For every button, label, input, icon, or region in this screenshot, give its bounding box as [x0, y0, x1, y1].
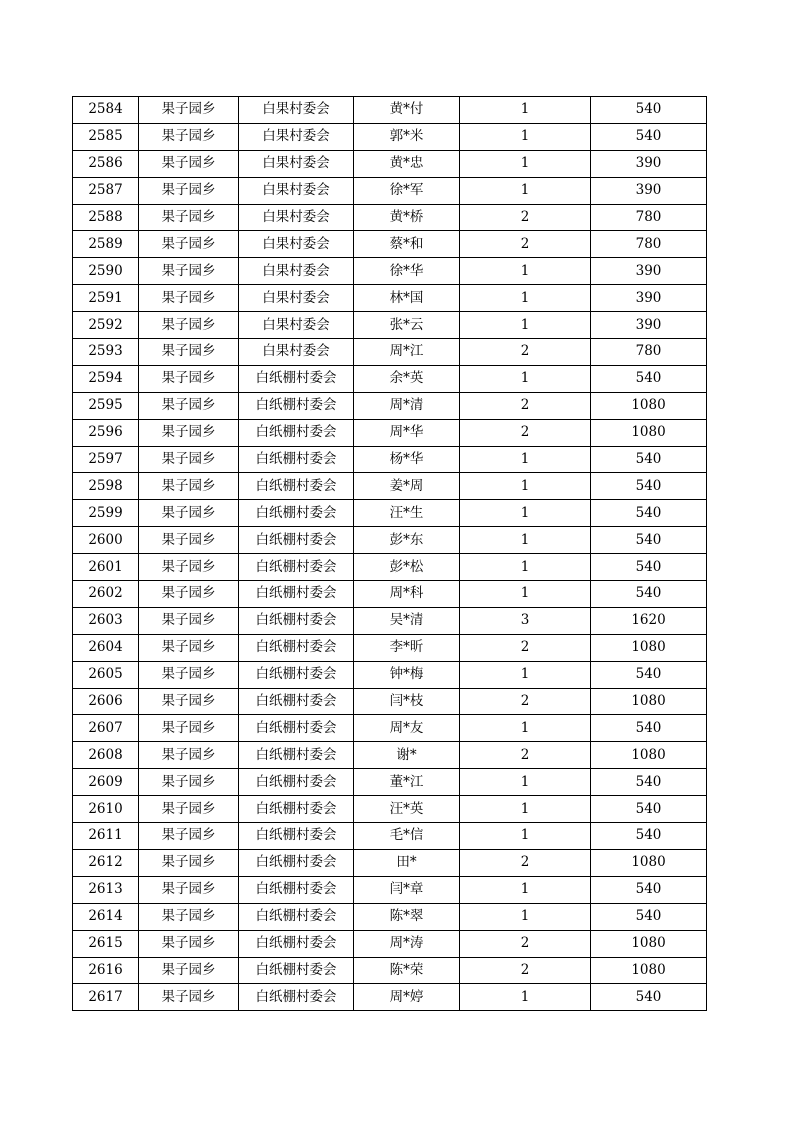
amount-cell: 1080	[591, 930, 707, 957]
headcount-cell: 2	[460, 339, 591, 366]
headcount-cell: 1	[460, 258, 591, 285]
headcount-cell: 3	[460, 607, 591, 634]
village-committee-cell: 白纸棚村委会	[239, 419, 354, 446]
headcount-cell: 2	[460, 231, 591, 258]
township-cell: 果子园乡	[139, 177, 239, 204]
subsidy-table	[72, 96, 707, 1011]
headcount-cell: 1	[460, 527, 591, 554]
row-number-cell: 2601	[73, 554, 139, 581]
amount-cell: 780	[591, 339, 707, 366]
person-name-cell: 陈*荣	[354, 957, 460, 984]
amount-cell: 540	[591, 796, 707, 823]
headcount-cell: 1	[460, 365, 591, 392]
row-number-cell: 2591	[73, 285, 139, 312]
person-name-cell: 周*涛	[354, 930, 460, 957]
village-committee-cell: 白果村委会	[239, 231, 354, 258]
township-cell: 果子园乡	[139, 339, 239, 366]
headcount-cell: 2	[460, 204, 591, 231]
amount-cell: 540	[591, 123, 707, 150]
table-row	[73, 984, 707, 1011]
amount-cell: 540	[591, 876, 707, 903]
person-name-cell: 董*江	[354, 769, 460, 796]
village-committee-cell: 白纸棚村委会	[239, 796, 354, 823]
village-committee-cell: 白纸棚村委会	[239, 554, 354, 581]
village-committee-cell: 白果村委会	[239, 177, 354, 204]
village-committee-cell: 白纸棚村委会	[239, 446, 354, 473]
row-number-cell: 2588	[73, 204, 139, 231]
row-number-cell: 2603	[73, 607, 139, 634]
person-name-cell: 田*	[354, 849, 460, 876]
village-committee-cell: 白纸棚村委会	[239, 634, 354, 661]
village-committee-cell: 白果村委会	[239, 123, 354, 150]
person-name-cell: 闫*枝	[354, 688, 460, 715]
row-number-cell: 2612	[73, 849, 139, 876]
village-committee-cell: 白纸棚村委会	[239, 473, 354, 500]
village-committee-cell: 白纸棚村委会	[239, 823, 354, 850]
table-row	[73, 97, 707, 124]
village-committee-cell: 白纸棚村委会	[239, 688, 354, 715]
person-name-cell: 陈*翠	[354, 903, 460, 930]
township-cell: 果子园乡	[139, 957, 239, 984]
amount-cell: 540	[591, 769, 707, 796]
amount-cell: 540	[591, 823, 707, 850]
row-number-cell: 2610	[73, 796, 139, 823]
headcount-cell: 1	[460, 581, 591, 608]
township-cell: 果子园乡	[139, 285, 239, 312]
person-name-cell: 张*云	[354, 312, 460, 339]
village-committee-cell: 白果村委会	[239, 312, 354, 339]
row-number-cell: 2616	[73, 957, 139, 984]
township-cell: 果子园乡	[139, 796, 239, 823]
table-row	[73, 231, 707, 258]
table-row	[73, 419, 707, 446]
township-cell: 果子园乡	[139, 554, 239, 581]
headcount-cell: 2	[460, 688, 591, 715]
table-body	[73, 97, 707, 1011]
headcount-cell: 1	[460, 285, 591, 312]
township-cell: 果子园乡	[139, 903, 239, 930]
village-committee-cell: 白果村委会	[239, 258, 354, 285]
person-name-cell: 黄*忠	[354, 150, 460, 177]
person-name-cell: 徐*军	[354, 177, 460, 204]
row-number-cell: 2613	[73, 876, 139, 903]
table-row	[73, 446, 707, 473]
amount-cell: 540	[591, 365, 707, 392]
amount-cell: 540	[591, 984, 707, 1011]
row-number-cell: 2602	[73, 581, 139, 608]
row-number-cell: 2611	[73, 823, 139, 850]
row-number-cell: 2590	[73, 258, 139, 285]
village-committee-cell: 白纸棚村委会	[239, 957, 354, 984]
township-cell: 果子园乡	[139, 527, 239, 554]
headcount-cell: 1	[460, 903, 591, 930]
person-name-cell: 蔡*和	[354, 231, 460, 258]
person-name-cell: 林*国	[354, 285, 460, 312]
row-number-cell: 2597	[73, 446, 139, 473]
table-row	[73, 339, 707, 366]
headcount-cell: 2	[460, 634, 591, 661]
township-cell: 果子园乡	[139, 581, 239, 608]
village-committee-cell: 白纸棚村委会	[239, 849, 354, 876]
row-number-cell: 2614	[73, 903, 139, 930]
person-name-cell: 吴*清	[354, 607, 460, 634]
person-name-cell: 黄*付	[354, 97, 460, 124]
amount-cell: 780	[591, 204, 707, 231]
row-number-cell: 2595	[73, 392, 139, 419]
village-committee-cell: 白果村委会	[239, 204, 354, 231]
person-name-cell: 徐*华	[354, 258, 460, 285]
row-number-cell: 2615	[73, 930, 139, 957]
person-name-cell: 姜*周	[354, 473, 460, 500]
table-row	[73, 312, 707, 339]
headcount-cell: 2	[460, 849, 591, 876]
headcount-cell: 2	[460, 930, 591, 957]
amount-cell: 390	[591, 177, 707, 204]
person-name-cell: 毛*信	[354, 823, 460, 850]
person-name-cell: 李*昕	[354, 634, 460, 661]
row-number-cell: 2598	[73, 473, 139, 500]
township-cell: 果子园乡	[139, 446, 239, 473]
person-name-cell: 钟*梅	[354, 661, 460, 688]
table-row	[73, 823, 707, 850]
headcount-cell: 2	[460, 419, 591, 446]
village-committee-cell: 白果村委会	[239, 97, 354, 124]
township-cell: 果子园乡	[139, 661, 239, 688]
township-cell: 果子园乡	[139, 123, 239, 150]
row-number-cell: 2606	[73, 688, 139, 715]
amount-cell: 390	[591, 312, 707, 339]
person-name-cell: 彭*东	[354, 527, 460, 554]
person-name-cell: 闫*章	[354, 876, 460, 903]
village-committee-cell: 白纸棚村委会	[239, 392, 354, 419]
village-committee-cell: 白纸棚村委会	[239, 581, 354, 608]
village-committee-cell: 白纸棚村委会	[239, 930, 354, 957]
person-name-cell: 周*华	[354, 419, 460, 446]
headcount-cell: 1	[460, 661, 591, 688]
table-row	[73, 204, 707, 231]
amount-cell: 540	[591, 661, 707, 688]
table-row	[73, 876, 707, 903]
amount-cell: 780	[591, 231, 707, 258]
township-cell: 果子园乡	[139, 150, 239, 177]
amount-cell: 540	[591, 554, 707, 581]
row-number-cell: 2586	[73, 150, 139, 177]
township-cell: 果子园乡	[139, 392, 239, 419]
amount-cell: 540	[591, 581, 707, 608]
person-name-cell: 周*婷	[354, 984, 460, 1011]
row-number-cell: 2594	[73, 365, 139, 392]
person-name-cell: 余*英	[354, 365, 460, 392]
table-row	[73, 957, 707, 984]
headcount-cell: 1	[460, 823, 591, 850]
township-cell: 果子园乡	[139, 849, 239, 876]
township-cell: 果子园乡	[139, 930, 239, 957]
amount-cell: 1080	[591, 957, 707, 984]
headcount-cell: 1	[460, 554, 591, 581]
table-row	[73, 634, 707, 661]
person-name-cell: 郭*米	[354, 123, 460, 150]
row-number-cell: 2585	[73, 123, 139, 150]
table-row	[73, 258, 707, 285]
amount-cell: 540	[591, 473, 707, 500]
table-row	[73, 903, 707, 930]
headcount-cell: 1	[460, 97, 591, 124]
township-cell: 果子园乡	[139, 715, 239, 742]
amount-cell: 1080	[591, 742, 707, 769]
township-cell: 果子园乡	[139, 204, 239, 231]
table-row	[73, 930, 707, 957]
row-number-cell: 2608	[73, 742, 139, 769]
township-cell: 果子园乡	[139, 823, 239, 850]
township-cell: 果子园乡	[139, 742, 239, 769]
amount-cell: 540	[591, 903, 707, 930]
table-row	[73, 607, 707, 634]
village-committee-cell: 白纸棚村委会	[239, 769, 354, 796]
headcount-cell: 1	[460, 500, 591, 527]
table-row	[73, 715, 707, 742]
headcount-cell: 2	[460, 742, 591, 769]
row-number-cell: 2599	[73, 500, 139, 527]
row-number-cell: 2589	[73, 231, 139, 258]
table-row	[73, 769, 707, 796]
village-committee-cell: 白纸棚村委会	[239, 984, 354, 1011]
village-committee-cell: 白纸棚村委会	[239, 607, 354, 634]
amount-cell: 1080	[591, 392, 707, 419]
row-number-cell: 2593	[73, 339, 139, 366]
person-name-cell: 谢*	[354, 742, 460, 769]
amount-cell: 390	[591, 285, 707, 312]
village-committee-cell: 白果村委会	[239, 150, 354, 177]
table-row	[73, 581, 707, 608]
township-cell: 果子园乡	[139, 688, 239, 715]
township-cell: 果子园乡	[139, 607, 239, 634]
headcount-cell: 2	[460, 957, 591, 984]
village-committee-cell: 白纸棚村委会	[239, 903, 354, 930]
amount-cell: 1080	[591, 849, 707, 876]
village-committee-cell: 白果村委会	[239, 339, 354, 366]
township-cell: 果子园乡	[139, 231, 239, 258]
table-row	[73, 285, 707, 312]
row-number-cell: 2609	[73, 769, 139, 796]
person-name-cell: 彭*松	[354, 554, 460, 581]
headcount-cell: 1	[460, 473, 591, 500]
village-committee-cell: 白纸棚村委会	[239, 876, 354, 903]
township-cell: 果子园乡	[139, 473, 239, 500]
person-name-cell: 黄*桥	[354, 204, 460, 231]
village-committee-cell: 白纸棚村委会	[239, 365, 354, 392]
amount-cell: 1620	[591, 607, 707, 634]
amount-cell: 390	[591, 150, 707, 177]
table-row	[73, 392, 707, 419]
village-committee-cell: 白果村委会	[239, 285, 354, 312]
amount-cell: 1080	[591, 634, 707, 661]
person-name-cell: 杨*华	[354, 446, 460, 473]
row-number-cell: 2584	[73, 97, 139, 124]
township-cell: 果子园乡	[139, 97, 239, 124]
row-number-cell: 2604	[73, 634, 139, 661]
table-row	[73, 500, 707, 527]
township-cell: 果子园乡	[139, 312, 239, 339]
village-committee-cell: 白纸棚村委会	[239, 500, 354, 527]
person-name-cell: 汪*英	[354, 796, 460, 823]
table-row	[73, 150, 707, 177]
person-name-cell: 汪*生	[354, 500, 460, 527]
amount-cell: 540	[591, 446, 707, 473]
headcount-cell: 1	[460, 123, 591, 150]
table-row	[73, 365, 707, 392]
table-row	[73, 688, 707, 715]
headcount-cell: 1	[460, 446, 591, 473]
person-name-cell: 周*清	[354, 392, 460, 419]
row-number-cell: 2617	[73, 984, 139, 1011]
row-number-cell: 2607	[73, 715, 139, 742]
headcount-cell: 1	[460, 796, 591, 823]
headcount-cell: 1	[460, 312, 591, 339]
person-name-cell: 周*科	[354, 581, 460, 608]
table-row	[73, 554, 707, 581]
headcount-cell: 1	[460, 177, 591, 204]
table-row	[73, 849, 707, 876]
row-number-cell: 2587	[73, 177, 139, 204]
table-row	[73, 123, 707, 150]
township-cell: 果子园乡	[139, 365, 239, 392]
table-row	[73, 473, 707, 500]
row-number-cell: 2592	[73, 312, 139, 339]
amount-cell: 540	[591, 715, 707, 742]
headcount-cell: 1	[460, 984, 591, 1011]
township-cell: 果子园乡	[139, 500, 239, 527]
amount-cell: 1080	[591, 419, 707, 446]
table-row	[73, 177, 707, 204]
person-name-cell: 周*江	[354, 339, 460, 366]
amount-cell: 390	[591, 258, 707, 285]
headcount-cell: 1	[460, 769, 591, 796]
row-number-cell: 2600	[73, 527, 139, 554]
township-cell: 果子园乡	[139, 634, 239, 661]
township-cell: 果子园乡	[139, 769, 239, 796]
township-cell: 果子园乡	[139, 258, 239, 285]
village-committee-cell: 白纸棚村委会	[239, 742, 354, 769]
township-cell: 果子园乡	[139, 419, 239, 446]
person-name-cell: 周*友	[354, 715, 460, 742]
township-cell: 果子园乡	[139, 984, 239, 1011]
row-number-cell: 2605	[73, 661, 139, 688]
amount-cell: 540	[591, 97, 707, 124]
village-committee-cell: 白纸棚村委会	[239, 527, 354, 554]
township-cell: 果子园乡	[139, 876, 239, 903]
headcount-cell: 1	[460, 715, 591, 742]
table-row	[73, 661, 707, 688]
amount-cell: 540	[591, 500, 707, 527]
village-committee-cell: 白纸棚村委会	[239, 715, 354, 742]
table-row	[73, 527, 707, 554]
headcount-cell: 1	[460, 876, 591, 903]
headcount-cell: 2	[460, 392, 591, 419]
table-row	[73, 796, 707, 823]
headcount-cell: 1	[460, 150, 591, 177]
amount-cell: 1080	[591, 688, 707, 715]
village-committee-cell: 白纸棚村委会	[239, 661, 354, 688]
amount-cell: 540	[591, 527, 707, 554]
row-number-cell: 2596	[73, 419, 139, 446]
table-row	[73, 742, 707, 769]
